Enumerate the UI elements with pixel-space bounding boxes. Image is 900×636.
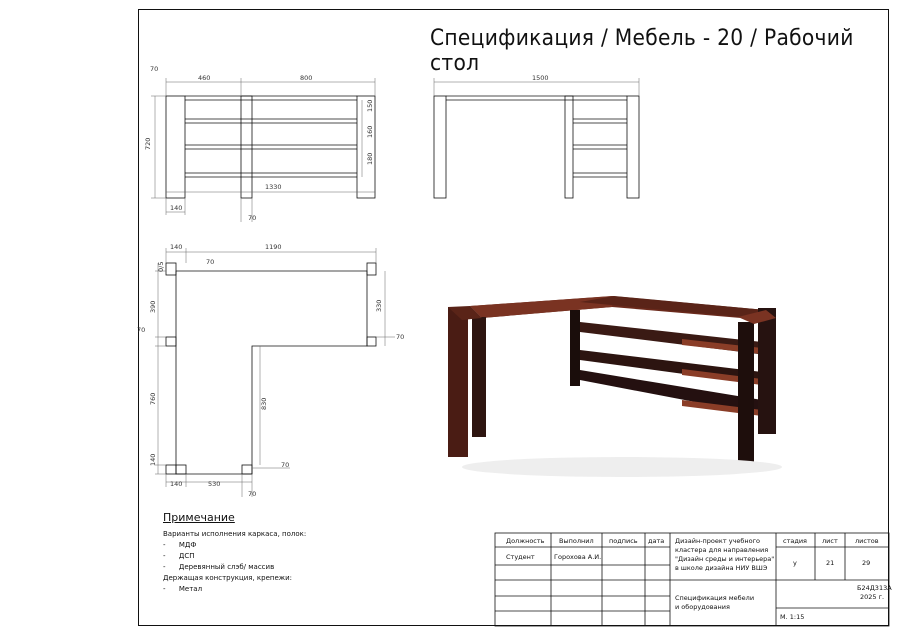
dim-label: 460	[198, 74, 211, 82]
desk-render-image	[432, 262, 792, 500]
dim-label: 0/5	[157, 261, 165, 272]
stamp-scale: М. 1:15	[780, 613, 805, 621]
dim-label: 1190	[265, 243, 282, 251]
dim-label: 390	[149, 300, 157, 313]
dim-label: 70	[248, 214, 257, 222]
sheet-title: Спецификация / Мебель - 20 / Рабочий стол	[430, 26, 854, 76]
stamp-project-line: "Дизайн среды и интерьера"	[675, 555, 775, 563]
notes-line: Держащая конструкция, крепежи:	[163, 574, 293, 582]
dim-label: 180	[366, 152, 374, 165]
dim-label: 140	[170, 243, 183, 251]
notes-heading: Примечание	[163, 511, 235, 524]
dim-label: 140	[170, 480, 183, 488]
dim-label: 150	[366, 99, 374, 112]
dim-label: 70	[150, 65, 159, 73]
dim-label: 70	[281, 461, 290, 469]
dim-label: 330	[375, 299, 383, 312]
dim-label: 1500	[532, 74, 549, 82]
dim-label: 70	[396, 333, 405, 341]
dim-label: 830	[260, 397, 268, 410]
dim-label: 140	[170, 204, 183, 212]
stamp-project-line: Дизайн-проект учебного	[675, 537, 761, 545]
stamp-name: Горохова А.И.	[554, 553, 602, 561]
title-block-text	[506, 537, 892, 621]
stamp-stage: у	[793, 559, 797, 567]
stamp-sheet: 21	[826, 559, 835, 567]
stamp-col-stage: стадия	[783, 537, 807, 545]
stamp-sheets: 29	[862, 559, 871, 567]
stamp-col-sheets: листов	[855, 537, 879, 545]
stamp-project-line: в школе дизайна НИУ ВШЭ	[675, 564, 768, 572]
notes-line: Варианты исполнения каркаса, полок:	[163, 530, 307, 538]
stamp-year: 2025 г.	[860, 593, 885, 601]
stamp-col-sheet: лист	[822, 537, 838, 545]
dim-label: 160	[366, 125, 374, 138]
stamp-subject-line: и оборудования	[675, 603, 730, 611]
dim-label: 70	[206, 258, 215, 266]
stamp-role: Студент	[506, 553, 535, 561]
dim-label: 530	[208, 480, 221, 488]
dim-label: 760	[149, 392, 157, 405]
plan-view	[166, 263, 376, 474]
side-view	[434, 96, 639, 198]
dim-label: 140	[149, 453, 157, 466]
dim-label: 800	[300, 74, 313, 82]
stamp-code: Б24Д313А	[857, 584, 892, 592]
stamp-col-sign: подпись	[609, 537, 638, 545]
dim-label: 70	[248, 490, 257, 498]
stamp-col-done: Выполнил	[559, 537, 594, 545]
notes-line: - МДФ	[163, 541, 197, 549]
stamp-col-date: дата	[648, 537, 665, 545]
stamp-subject-line: Спецификация мебели	[675, 594, 755, 602]
notes-line: - Деревянный слэб/ массив	[163, 563, 275, 571]
dim-label: 70	[137, 326, 146, 334]
notes-line: - ДСП	[163, 552, 195, 560]
dim-label: 720	[144, 137, 152, 150]
plan-dim-lines	[155, 248, 395, 497]
stamp-col-role: Должность	[506, 537, 545, 545]
stamp-project-line: кластера для направления	[675, 546, 769, 554]
dim-label: 1330	[265, 183, 282, 191]
notes-line: - Метал	[163, 585, 203, 593]
notes-block	[163, 512, 306, 595]
